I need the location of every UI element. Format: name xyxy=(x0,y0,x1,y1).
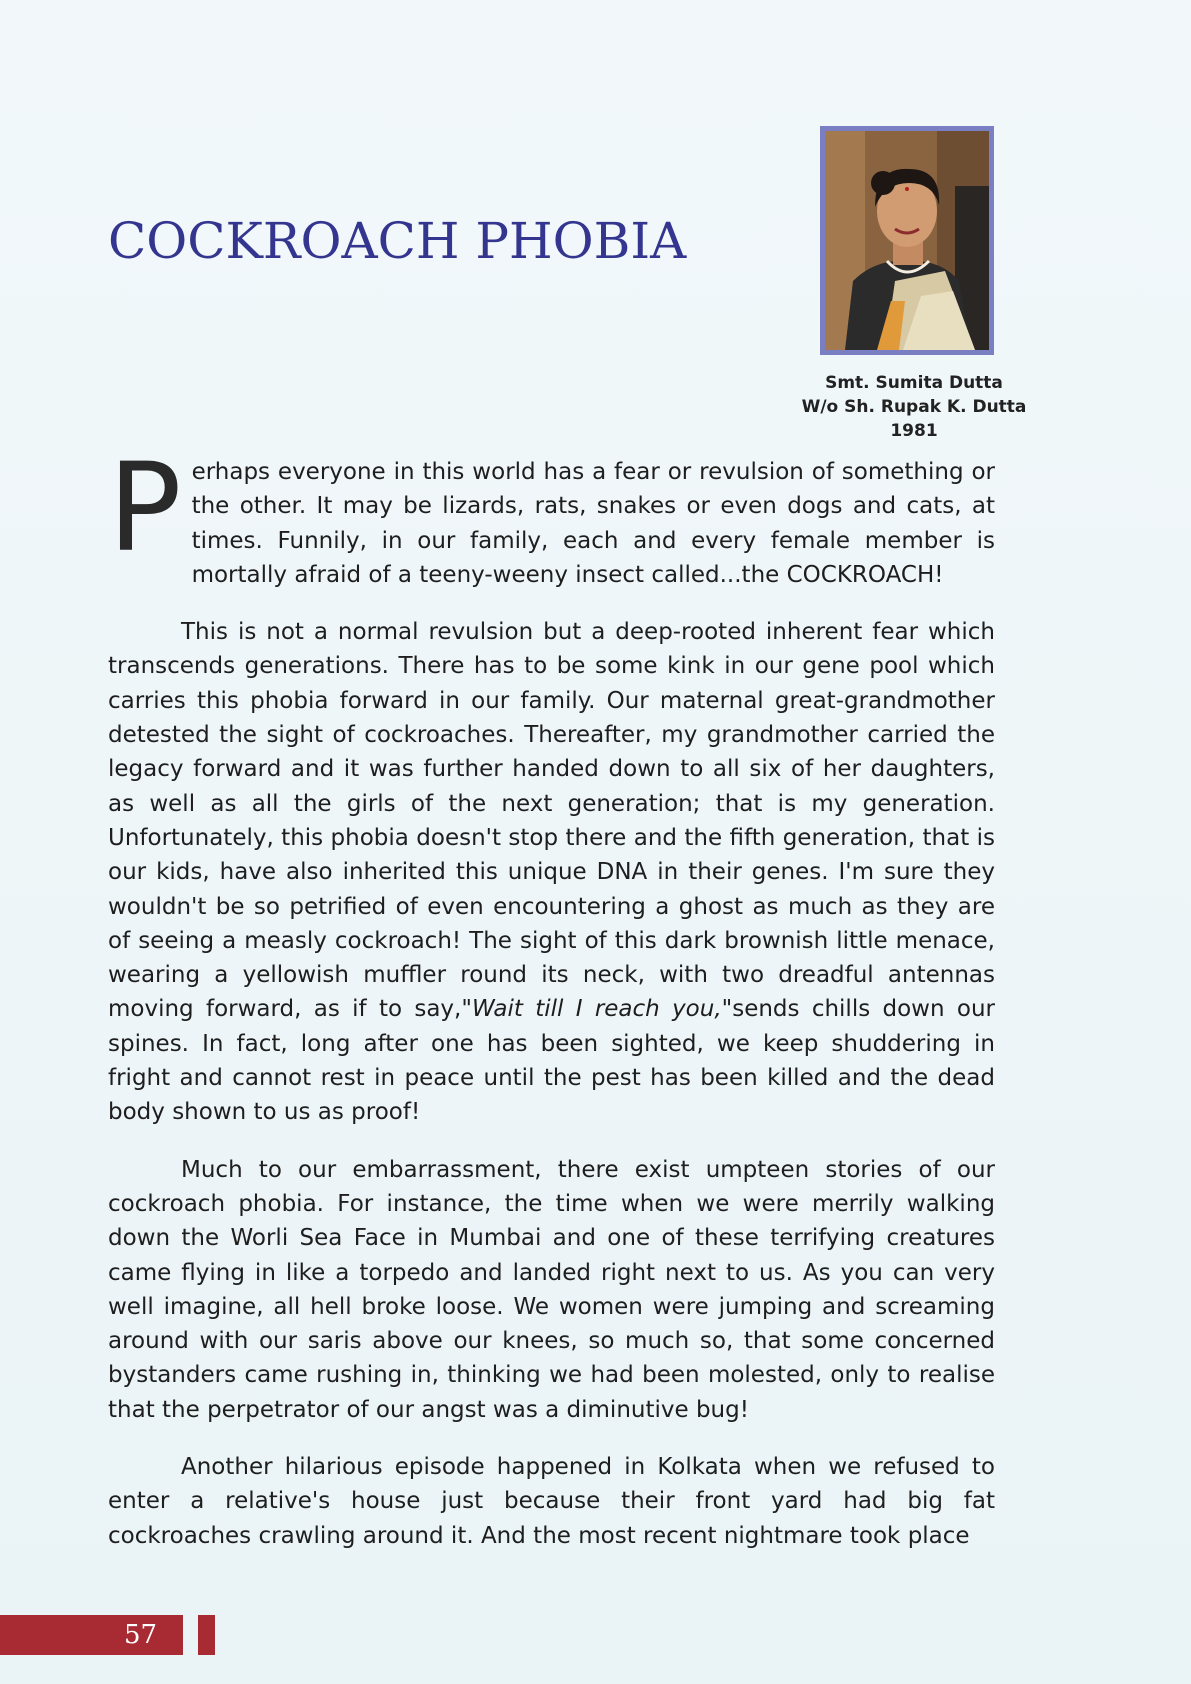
author-relation: W/o Sh. Rupak K. Dutta xyxy=(801,397,1027,417)
paragraph-1-text: erhaps everyone in this world has a fear or revulsion of something or the other. It may be lizards, rats, snakes or even dogs and cats, at times. Funnily, in our family, each and every female member is mortally afraid of a teeny-weeny insect called...the COCKROACH! xyxy=(191,459,995,588)
footer-mark xyxy=(198,1615,215,1655)
paragraph-2 xyxy=(108,615,995,1129)
paragraph-4: Another hilarious episode happened in Kolkata when we refused to enter a relative's house just because their front yard had big fat cockroaches crawling around it. And the most recent nightmare took place xyxy=(108,1454,995,1549)
drop-cap: P xyxy=(108,437,182,579)
paragraph-1 xyxy=(108,437,995,592)
paragraph-3: Much to our embarrassment, there exist umpteen stories of our cockroach phobia. For instance, the time when we were merrily walking down the Worli Sea Face in Mumbai and one of these terrifying creatures came flying in like a torpedo and landed right next to us. As you can very well imagine, all hell broke loose. We women were jumping and screaming around with our saris above our knees, so much so, that some concerned bystanders came rushing in, thinking we had been molested, only to realise that the perpetrator of our angst was a diminutive bug! xyxy=(108,1156,995,1423)
author-year: 1981 xyxy=(890,421,938,441)
page-number: 57 xyxy=(124,1620,158,1650)
author-name: Smt. Sumita Dutta xyxy=(825,373,1003,393)
paragraph-2-quote: "Wait till I reach you," xyxy=(461,996,733,1023)
paragraph-2-text-a: This is not a normal revulsion but a deep-rooted inherent fear which transcends generations. There has to be some kink in our gene pool which carries this phobia forward in our family. Our maternal great-grandmother detested the sight of cockroaches. Thereafter, my grandmother carried the legacy forward and it was further handed down to all six of her daughters, as well as all the girls of the next generation; that is my generation. Unfortunately, this phobia doesn't stop there and the fifth generation, that is our kids, have also inherited this unique DNA in their genes. I'm sure they wouldn't be so petrified of even encountering a ghost as much as they are of seeing a measly cockroach! The sight of this dark brownish little menace, wearing a yellowish muffler round its neck, with two dreadful antennas moving forward, as if to say, xyxy=(108,619,995,1023)
article-body xyxy=(108,437,995,1576)
author-photo xyxy=(820,126,994,355)
article-title: COCKROACH PHOBIA xyxy=(108,212,687,270)
author-portrait-image xyxy=(825,131,989,350)
paragraph-2-text-b: sends chills down our spines. In fact, long after one has been sighted, we keep shuddering in fright and cannot rest in peace until the pest has been killed and the dead body shown to us as proof! xyxy=(108,996,995,1126)
author-caption xyxy=(780,371,1048,443)
